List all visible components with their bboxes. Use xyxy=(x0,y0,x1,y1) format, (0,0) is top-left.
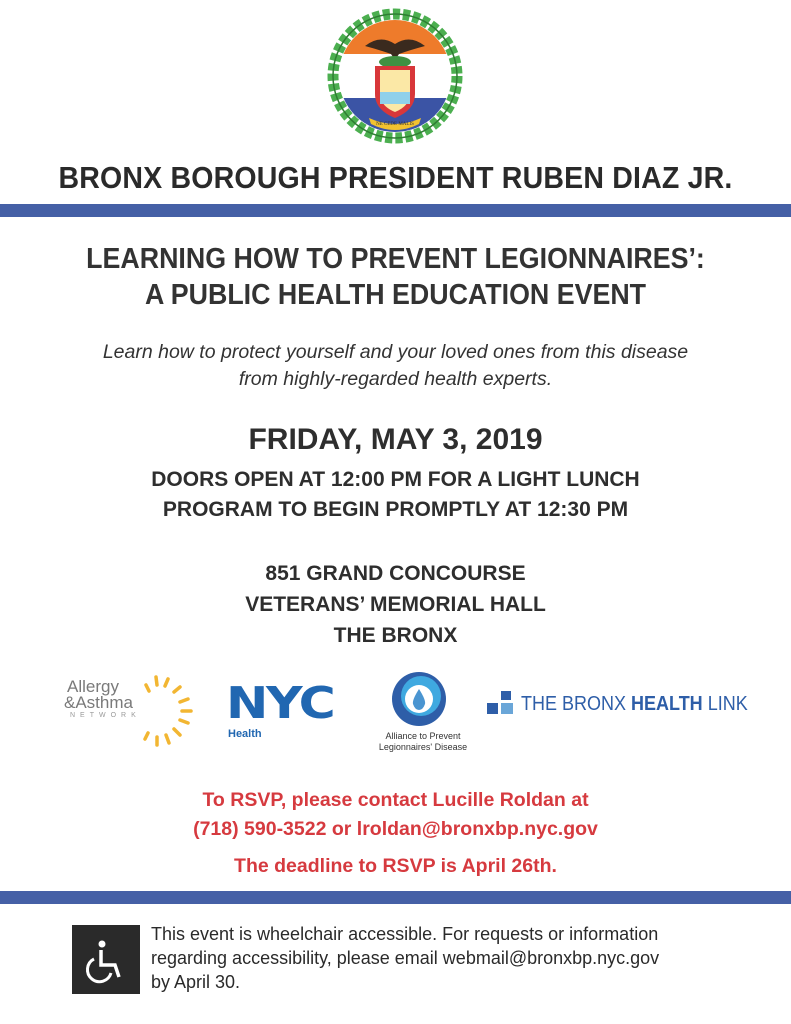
bronx-seal-logo xyxy=(325,6,465,146)
event-subtitle-line1: Learn how to protect yourself and your loved ones from this disease xyxy=(102,341,689,363)
rsvp-contact-line2[interactable]: (718) 590-3522 or lroldan@bronxbp.nyc.gov xyxy=(193,818,598,840)
organization-title: BRONX BOROUGH PRESIDENT RUBEN DIAZ JR. xyxy=(58,160,733,195)
bronx-health-link-logo: THE BRONX HEALTH LINK xyxy=(487,691,737,721)
allergy-asthma-network-logo: Allergy &Asthma NETWORK xyxy=(64,673,204,753)
address-line2: VETERANS’ MEMORIAL HALL xyxy=(245,593,546,616)
sun-icon xyxy=(136,673,200,749)
event-time-line2: PROGRAM TO BEGIN PROMPTLY AT 12:30 PM xyxy=(162,498,629,521)
bottom-divider-bar xyxy=(0,891,791,904)
event-title-line1: LEARNING HOW TO PREVENT LEGIONNAIRES’: xyxy=(86,243,705,275)
top-divider-bar xyxy=(0,204,791,217)
rsvp-contact-line1: To RSVP, please contact Lucille Roldan at xyxy=(202,789,589,811)
event-title-line2: A PUBLIC HEALTH EDUCATION EVENT xyxy=(144,279,647,311)
address-line3: THE BRONX xyxy=(333,624,458,647)
wheelchair-icon xyxy=(72,925,140,994)
accessibility-notice: This event is wheelchair accessible. For requests or information regarding accessibility, please email webmail@bronxbp.nyc.gov by April 30. xyxy=(151,924,660,992)
water-drop-icon xyxy=(390,670,448,728)
nyc-health-logo: NYC Health xyxy=(226,678,334,740)
event-date: FRIDAY, MAY 3, 2019 xyxy=(248,423,543,456)
alliance-prevent-legionnaires-logo: Alliance to Prevent Legionnaires' Disease xyxy=(368,668,478,756)
address-line1: 851 GRAND CONCOURSE xyxy=(265,562,526,585)
blocks-icon xyxy=(487,691,517,719)
event-subtitle-line2: from highly-regarded health experts. xyxy=(238,368,553,390)
event-time-line1: DOORS OPEN AT 12:00 PM FOR A LIGHT LUNCH xyxy=(151,468,640,491)
svg-text:NE CEDE MALIS: NE CEDE MALIS xyxy=(376,122,414,127)
rsvp-deadline: The deadline to RSVP is April 26th. xyxy=(234,855,557,877)
